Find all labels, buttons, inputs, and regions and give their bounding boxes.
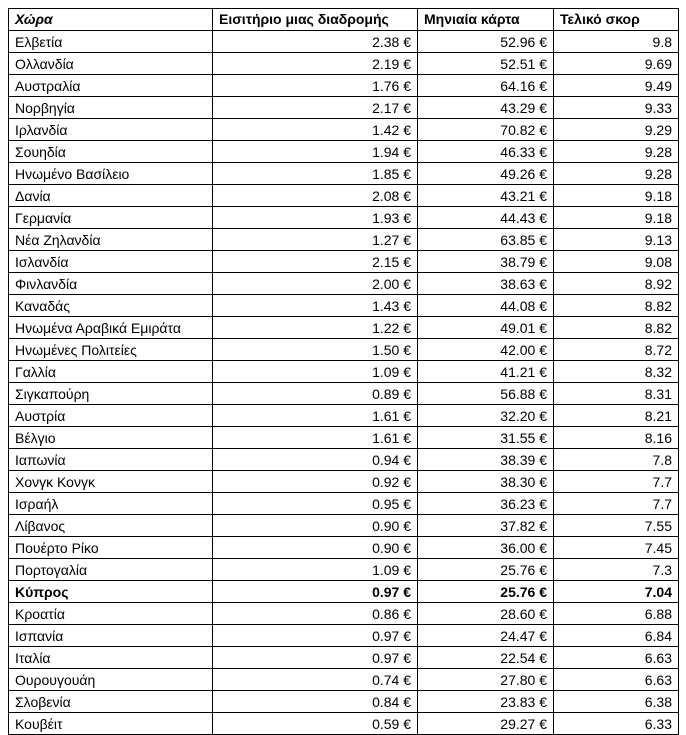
cell-monthly-card: 22.54 € [418, 647, 554, 669]
cell-monthly-card: 42.00 € [418, 339, 554, 361]
cell-final-score: 6.38 [554, 691, 679, 713]
cell-monthly-card: 38.63 € [418, 273, 554, 295]
table-row [9, 625, 679, 647]
table-row [9, 713, 679, 735]
cell-country: Ηνωμένα Αραβικά Εμιράτα [9, 317, 213, 339]
cell-country: Ιαπωνία [9, 449, 213, 471]
cell-country: Γερμανία [9, 207, 213, 229]
table-row [9, 119, 679, 141]
cell-country: Σιγκαπούρη [9, 383, 213, 405]
cell-final-score: 9.69 [554, 53, 679, 75]
header-country: Χώρα [9, 9, 213, 31]
cell-single-ticket: 2.15 € [213, 251, 418, 273]
cell-final-score: 9.13 [554, 229, 679, 251]
cell-monthly-card: 27.80 € [418, 669, 554, 691]
cell-single-ticket: 2.08 € [213, 185, 418, 207]
cell-single-ticket: 0.94 € [213, 449, 418, 471]
cell-country: Ιρλανδία [9, 119, 213, 141]
table-row [9, 493, 679, 515]
table-row [9, 207, 679, 229]
cell-monthly-card: 52.96 € [418, 31, 554, 53]
cell-single-ticket: 1.61 € [213, 427, 418, 449]
cell-single-ticket: 0.74 € [213, 669, 418, 691]
table-body [9, 31, 679, 735]
cell-final-score: 7.3 [554, 559, 679, 581]
cell-single-ticket: 0.84 € [213, 691, 418, 713]
table-row [9, 405, 679, 427]
table-row [9, 273, 679, 295]
cell-final-score: 9.18 [554, 207, 679, 229]
cell-single-ticket: 0.95 € [213, 493, 418, 515]
header-final-score: Τελικό σκορ [554, 9, 679, 31]
table-row [9, 75, 679, 97]
cell-final-score: 8.31 [554, 383, 679, 405]
table-row [9, 295, 679, 317]
cell-monthly-card: 31.55 € [418, 427, 554, 449]
table-row [9, 581, 679, 603]
cell-single-ticket: 1.43 € [213, 295, 418, 317]
cell-single-ticket: 0.86 € [213, 603, 418, 625]
cell-final-score: 8.16 [554, 427, 679, 449]
table-row [9, 537, 679, 559]
cell-final-score: 6.63 [554, 669, 679, 691]
cell-monthly-card: 32.20 € [418, 405, 554, 427]
cell-final-score: 8.72 [554, 339, 679, 361]
cell-country: Φινλανδία [9, 273, 213, 295]
table-header-row [9, 9, 679, 31]
cell-country: Ιταλία [9, 647, 213, 669]
cell-country: Ισραήλ [9, 493, 213, 515]
cell-country: Καναδάς [9, 295, 213, 317]
cell-country: Σουηδία [9, 141, 213, 163]
cell-final-score: 8.82 [554, 317, 679, 339]
table-row [9, 669, 679, 691]
cell-monthly-card: 49.01 € [418, 317, 554, 339]
cell-monthly-card: 24.47 € [418, 625, 554, 647]
cell-final-score: 9.33 [554, 97, 679, 119]
table-row [9, 185, 679, 207]
cell-monthly-card: 43.21 € [418, 185, 554, 207]
cell-monthly-card: 25.76 € [418, 559, 554, 581]
cell-single-ticket: 1.09 € [213, 361, 418, 383]
header-single-ticket: Εισιτήριο μιας διαδρομής [213, 9, 418, 31]
table-row [9, 97, 679, 119]
cell-single-ticket: 0.92 € [213, 471, 418, 493]
table-row [9, 141, 679, 163]
table-row [9, 383, 679, 405]
cell-single-ticket: 1.76 € [213, 75, 418, 97]
cell-monthly-card: 52.51 € [418, 53, 554, 75]
cell-final-score: 6.88 [554, 603, 679, 625]
cell-final-score: 9.49 [554, 75, 679, 97]
cell-single-ticket: 1.85 € [213, 163, 418, 185]
cell-final-score: 9.8 [554, 31, 679, 53]
cell-country: Αυστραλία [9, 75, 213, 97]
cell-final-score: 8.92 [554, 273, 679, 295]
cell-single-ticket: 1.42 € [213, 119, 418, 141]
cell-single-ticket: 2.19 € [213, 53, 418, 75]
cell-single-ticket: 0.97 € [213, 581, 418, 603]
cell-monthly-card: 38.39 € [418, 449, 554, 471]
cell-country: Δανία [9, 185, 213, 207]
cell-monthly-card: 64.16 € [418, 75, 554, 97]
table-row [9, 317, 679, 339]
cell-country: Σλοβενία [9, 691, 213, 713]
cell-monthly-card: 44.08 € [418, 295, 554, 317]
cell-single-ticket: 1.93 € [213, 207, 418, 229]
cell-final-score: 7.55 [554, 515, 679, 537]
table-row [9, 449, 679, 471]
cell-single-ticket: 0.97 € [213, 625, 418, 647]
table-row [9, 647, 679, 669]
cell-monthly-card: 25.76 € [418, 581, 554, 603]
cell-final-score: 6.84 [554, 625, 679, 647]
cell-monthly-card: 49.26 € [418, 163, 554, 185]
table-row [9, 427, 679, 449]
cell-country: Χονγκ Κονγκ [9, 471, 213, 493]
cell-monthly-card: 63.85 € [418, 229, 554, 251]
table-row [9, 559, 679, 581]
cell-single-ticket: 1.27 € [213, 229, 418, 251]
cell-single-ticket: 2.38 € [213, 31, 418, 53]
table-row [9, 471, 679, 493]
cell-country: Νέα Ζηλανδία [9, 229, 213, 251]
cell-monthly-card: 28.60 € [418, 603, 554, 625]
cell-final-score: 8.21 [554, 405, 679, 427]
header-monthly-card: Μηνιαία κάρτα [418, 9, 554, 31]
cell-final-score: 7.45 [554, 537, 679, 559]
cell-single-ticket: 2.00 € [213, 273, 418, 295]
cell-single-ticket: 0.90 € [213, 537, 418, 559]
cell-single-ticket: 1.09 € [213, 559, 418, 581]
cell-monthly-card: 43.29 € [418, 97, 554, 119]
cell-single-ticket: 0.97 € [213, 647, 418, 669]
cell-country: Ηνωμένο Βασίλειο [9, 163, 213, 185]
cell-country: Βέλγιο [9, 427, 213, 449]
table-row [9, 229, 679, 251]
cell-final-score: 7.04 [554, 581, 679, 603]
cell-monthly-card: 41.21 € [418, 361, 554, 383]
cell-final-score: 9.28 [554, 141, 679, 163]
cell-final-score: 7.7 [554, 471, 679, 493]
cell-final-score: 6.33 [554, 713, 679, 735]
cell-single-ticket: 1.61 € [213, 405, 418, 427]
cell-single-ticket: 0.90 € [213, 515, 418, 537]
cell-final-score: 9.18 [554, 185, 679, 207]
cell-monthly-card: 44.43 € [418, 207, 554, 229]
cell-single-ticket: 1.50 € [213, 339, 418, 361]
cell-country: Ισπανία [9, 625, 213, 647]
table-row [9, 603, 679, 625]
table-row [9, 251, 679, 273]
cell-country: Ισλανδία [9, 251, 213, 273]
cell-country: Λίβανος [9, 515, 213, 537]
cell-monthly-card: 56.88 € [418, 383, 554, 405]
cell-final-score: 7.8 [554, 449, 679, 471]
cell-final-score: 8.32 [554, 361, 679, 383]
cell-monthly-card: 23.83 € [418, 691, 554, 713]
cell-single-ticket: 1.94 € [213, 141, 418, 163]
cell-final-score: 9.28 [554, 163, 679, 185]
table-row [9, 361, 679, 383]
cell-country: Πορτογαλία [9, 559, 213, 581]
cell-monthly-card: 38.79 € [418, 251, 554, 273]
table-row [9, 515, 679, 537]
cell-country: Ολλανδία [9, 53, 213, 75]
table-row [9, 691, 679, 713]
cell-monthly-card: 37.82 € [418, 515, 554, 537]
cell-country: Κροατία [9, 603, 213, 625]
cell-monthly-card: 70.82 € [418, 119, 554, 141]
cell-country: Ουρουγουάη [9, 669, 213, 691]
cell-final-score: 7.7 [554, 493, 679, 515]
cell-country: Ελβετία [9, 31, 213, 53]
cell-final-score: 6.63 [554, 647, 679, 669]
cell-single-ticket: 0.59 € [213, 713, 418, 735]
cell-country: Γαλλία [9, 361, 213, 383]
cell-final-score: 9.08 [554, 251, 679, 273]
cell-single-ticket: 0.89 € [213, 383, 418, 405]
cell-single-ticket: 1.22 € [213, 317, 418, 339]
table-row [9, 31, 679, 53]
cell-monthly-card: 29.27 € [418, 713, 554, 735]
cell-final-score: 9.29 [554, 119, 679, 141]
cell-monthly-card: 46.33 € [418, 141, 554, 163]
cell-country: Ηνωμένες Πολιτείες [9, 339, 213, 361]
cell-country: Αυστρία [9, 405, 213, 427]
cell-single-ticket: 2.17 € [213, 97, 418, 119]
cell-country: Νορβηγία [9, 97, 213, 119]
cell-monthly-card: 36.23 € [418, 493, 554, 515]
cell-country: Κύπρος [9, 581, 213, 603]
table-row [9, 53, 679, 75]
cell-final-score: 8.82 [554, 295, 679, 317]
table-row [9, 339, 679, 361]
transport-cost-table [8, 8, 679, 735]
cell-country: Κουβέιτ [9, 713, 213, 735]
cell-monthly-card: 36.00 € [418, 537, 554, 559]
cell-country: Πουέρτο Ρίκο [9, 537, 213, 559]
cell-monthly-card: 38.30 € [418, 471, 554, 493]
table-row [9, 163, 679, 185]
